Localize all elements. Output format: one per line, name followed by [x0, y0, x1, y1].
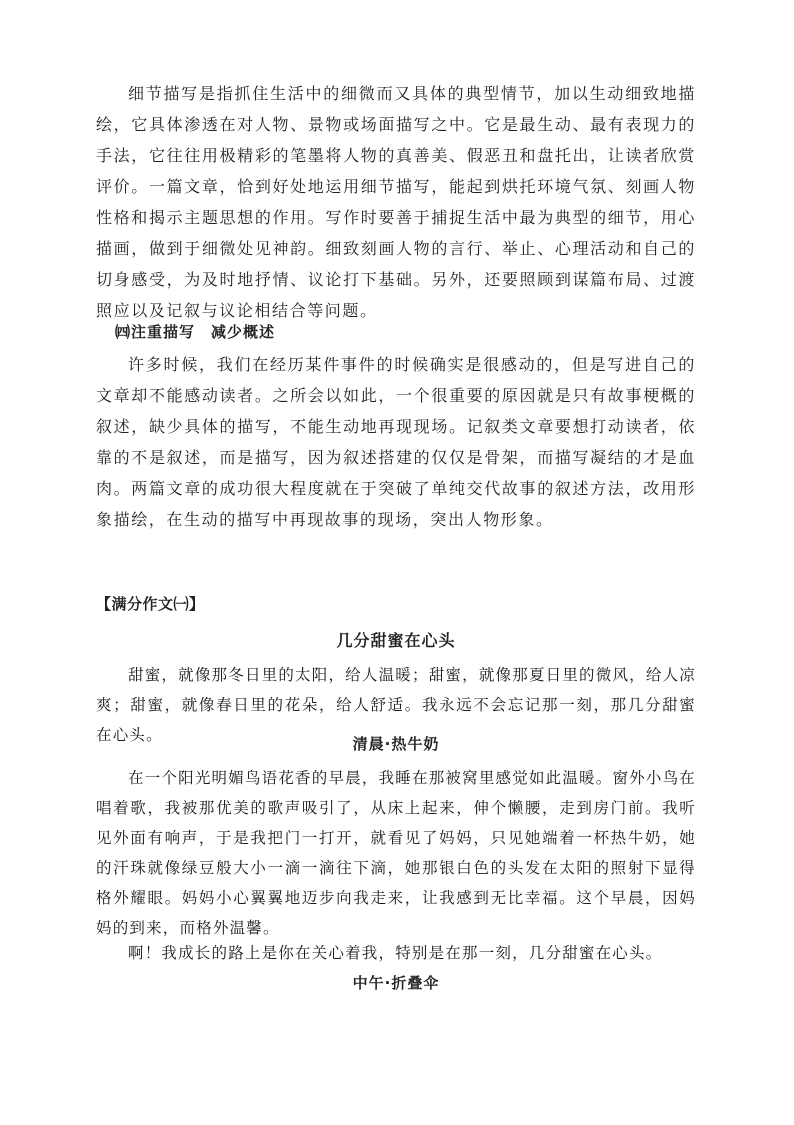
essay-subtitle-noon: 中午·折叠伞 — [352, 974, 440, 992]
essay-exclaim-paragraph: 啊！我成长的路上是你在关心着我，特别是在那一刻，几分甜蜜在心头。 — [128, 944, 663, 962]
essay-title: 几分甜蜜在心头 — [336, 631, 456, 650]
essay-intro-paragraph: 甜蜜，就像那冬日里的太阳，给人温暖；甜蜜，就像那夏日里的微风，给人凉爽；甜蜜，就像春日里的花朵，给人舒适。我永远不会忘记那一刻，那几分甜蜜在心头。 — [96, 666, 696, 744]
subhead-describe-not-summarize: ㈣注重描写 减少概述 — [115, 323, 276, 341]
essay-subtitle-morning: 清晨·热牛奶 — [352, 735, 440, 753]
paragraph-detail-description: 细节描写是指抓住生活中的细微而又具体的典型情节，加以生动细致地描绘，它具体渗透在对人物、景物或场面描写之中。它是最生动、最有表现力的手法，它往往用极精彩的笔墨将人物的真善美、假恶丑和盘托出，让读者欣赏评价。一篇文章，恰到好处地运用细节描写，能起到烘托环境气氛、刻画人物性格和揭示主题思想的作用。写作时要善于捕捉生活中最为典型的细节，用心描画，做到于细微处见神韵。细致刻画人物的言行、举止、心理活动和自己的切身感受，为及时地抒情、议论打下基础。另外，还要照顾到谋篇布局、过渡照应以及记叙与议论相结合等问题。 — [96, 84, 696, 320]
essay-morning-paragraph: 在一个阳光明媚鸟语花香的早晨，我睡在那被窝里感觉如此温暖。窗外小鸟在唱着歌，我被那优美的歌声吸引了，从床上起来，伸个懒腰，走到房门前。我听见外面有响声，于是我把门一打开，就看见了妈妈，只见她端着一杯热牛奶，她的汗珠就像绿豆般大小一滴一滴往下滴，她那银白色的头发在太阳的照射下显得格外耀眼。妈妈小心翼翼地迈步向我走来，让我感到无比幸福。这个早晨，因妈妈的到来，而格外温馨。 — [96, 769, 696, 937]
section-heading-model-essay: 【满分作文㈠】 — [96, 595, 205, 613]
paragraph-description-vs-narration: 许多时候，我们在经历某件事件的时候确实是很感动的，但是写进自己的文章却不能感动读者。之所会以如此，一个很重要的原因就是只有故事梗概的叙述，缺少具体的描写，不能生动地再现现场。记叙类文章要想打动读者，依靠的不是叙述，而是描写，因为叙述搭建的仅仅是骨架，而描写凝结的才是血肉。两篇文章的成功很大程度就在于突破了单纯交代故事的叙述方法，改用形象描绘，在生动的描写中再现故事的现场，突出人物形象。 — [96, 355, 696, 529]
